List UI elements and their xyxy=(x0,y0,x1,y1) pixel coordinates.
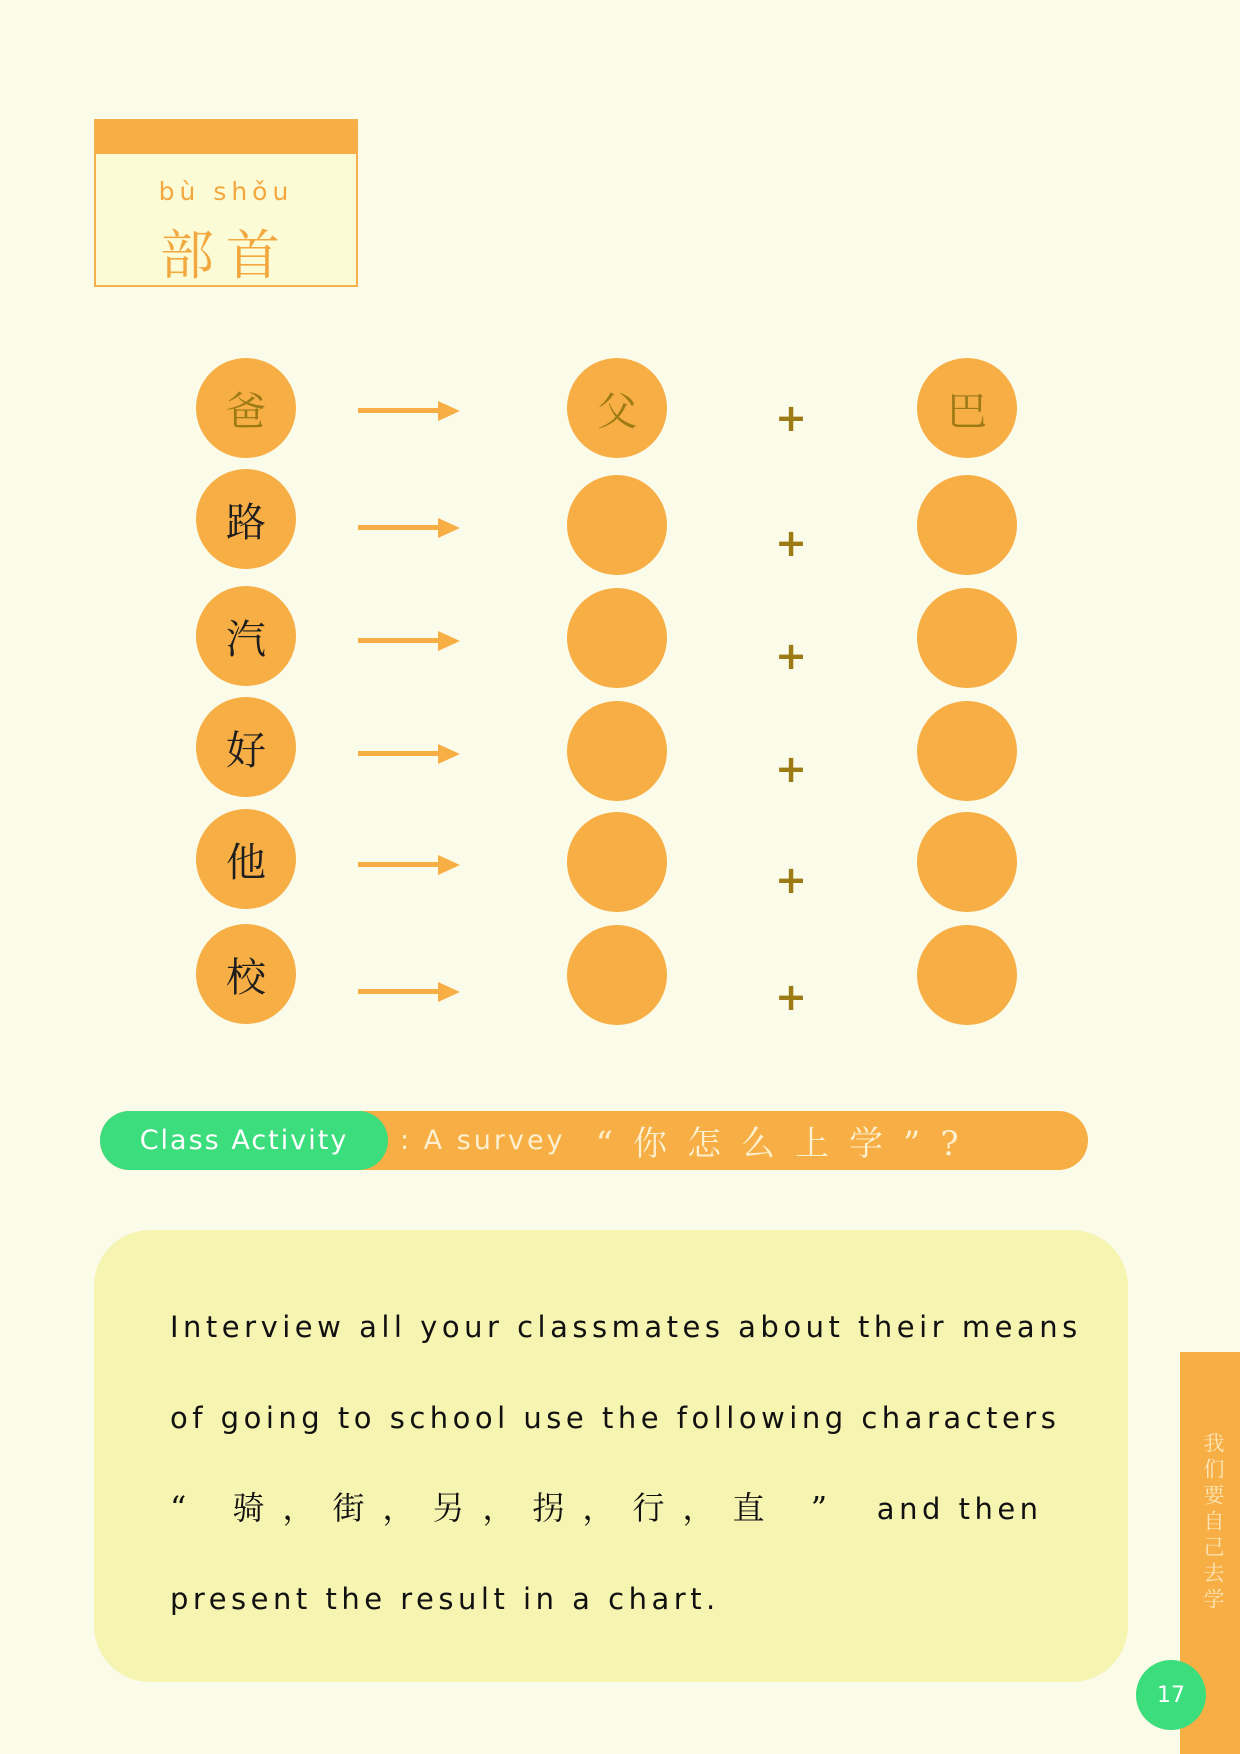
component-circle-2[interactable] xyxy=(917,701,1017,801)
component-circle-2[interactable] xyxy=(917,588,1017,688)
character-circle: 校 xyxy=(196,924,296,1024)
component-circle-1[interactable] xyxy=(567,925,667,1025)
arrow-icon xyxy=(358,982,460,1002)
exercise-row xyxy=(0,925,1240,1025)
instruction-line-3 xyxy=(170,1490,1043,1527)
exercise-row xyxy=(0,475,1240,575)
component-circle-1[interactable] xyxy=(567,588,667,688)
instruction-line-3-tail: and then xyxy=(876,1492,1043,1526)
title-hanzi: 部首 xyxy=(160,224,292,287)
plus-sign: + xyxy=(775,975,807,1019)
arrow-icon xyxy=(358,631,460,651)
component-circle-2[interactable] xyxy=(917,475,1017,575)
character-circle: 路 xyxy=(196,469,296,569)
character-circle: 好 xyxy=(196,697,296,797)
exercise-row xyxy=(0,812,1240,912)
chapter-side-tab-label: 我们要自己去学 xyxy=(1201,1432,1225,1614)
plus-sign: + xyxy=(775,396,807,440)
plus-sign: + xyxy=(775,634,807,678)
component-circle-2[interactable] xyxy=(917,925,1017,1025)
component-circle-1[interactable] xyxy=(567,812,667,912)
activity-question: “你怎么上学”? xyxy=(595,1124,979,1164)
character-circle: 他 xyxy=(196,809,296,909)
title-pinyin: bù shǒu xyxy=(158,177,294,206)
component-circle-2: 巴 xyxy=(917,358,1017,458)
activity-title xyxy=(400,1111,979,1170)
arrow-icon xyxy=(358,401,460,421)
title-card-header-bar xyxy=(96,121,356,154)
radical-title-card xyxy=(94,119,358,287)
plus-sign: + xyxy=(775,858,807,902)
plus-sign: + xyxy=(775,521,807,565)
page-number: 17 xyxy=(1136,1660,1206,1730)
component-circle-1: 父 xyxy=(567,358,667,458)
character-circle: 汽 xyxy=(196,586,296,686)
arrow-icon xyxy=(358,855,460,875)
class-activity-banner xyxy=(100,1111,1088,1170)
component-circle-2[interactable] xyxy=(917,812,1017,912)
instruction-line-1: Interview all your classmates about their means xyxy=(170,1310,1082,1344)
class-activity-label: Class Activity xyxy=(100,1111,388,1170)
arrow-icon xyxy=(358,744,460,764)
exercise-row xyxy=(0,358,1240,458)
component-circle-1[interactable] xyxy=(567,701,667,801)
instruction-characters: “ 骑，街，另，拐，行，直 ” xyxy=(170,1489,846,1527)
component-circle-1[interactable] xyxy=(567,475,667,575)
exercise-row xyxy=(0,701,1240,801)
exercise-row xyxy=(0,588,1240,688)
arrow-icon xyxy=(358,518,460,538)
instruction-line-4: present the result in a chart. xyxy=(170,1582,720,1616)
character-circle: 爸 xyxy=(196,358,296,458)
plus-sign: + xyxy=(775,747,807,791)
instruction-line-2: of going to school use the following characters xyxy=(170,1401,1061,1435)
activity-prefix: : A survey xyxy=(400,1125,566,1156)
